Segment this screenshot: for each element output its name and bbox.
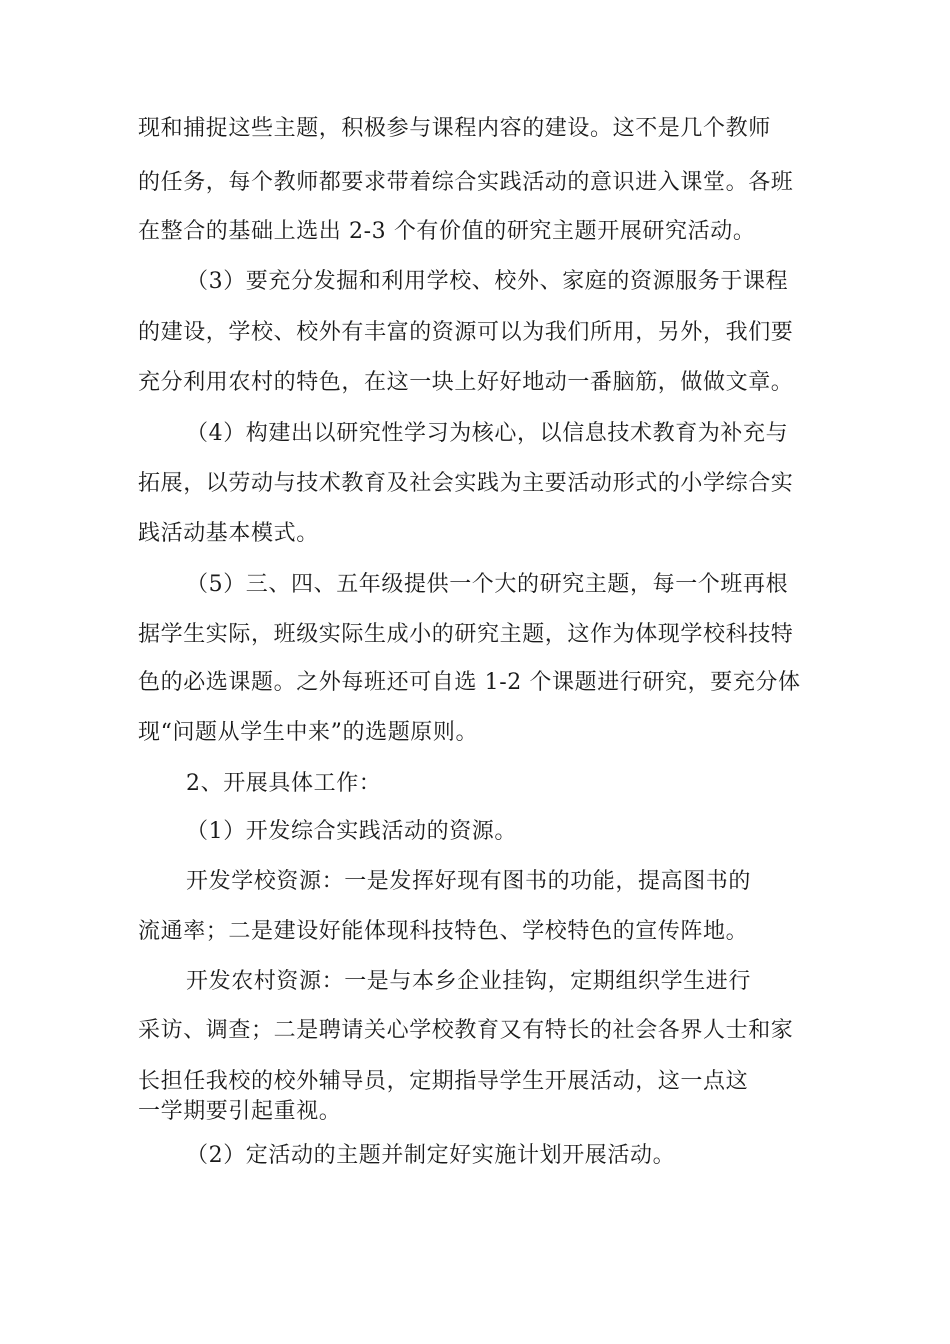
subsection-heading: （2）定活动的主题并制定好实施计划开展活动。 [186, 1143, 676, 1168]
text-line: 色的必选课题。之外每班还可自选 1-2 个课题进行研究，要充分体 [138, 670, 801, 695]
text-line: （3）要充分发掘和利用学校、校外、家庭的资源服务于课程 [186, 269, 789, 294]
text-line: 据学生实际，班级实际生成小的研究主题，这作为体现学校科技特 [138, 622, 794, 647]
text-line: （5）三、四、五年级提供一个大的研究主题，每一个班再根 [186, 572, 789, 597]
text-line: 的任务，每个教师都要求带着综合实践活动的意识进入课堂。各班 [138, 170, 794, 195]
text-line: 采访、调查；二是聘请关心学校教育又有特长的社会各界人士和家 [138, 1018, 794, 1043]
text-line: 流通率；二是建设好能体现科技特色、学校特色的宣传阵地。 [138, 919, 749, 944]
text-line: 现和捕捉这些主题，积极参与课程内容的建设。这不是几个教师 [138, 116, 771, 141]
text-line: 长担任我校的校外辅导员，定期指导学生开展活动，这一点这 [138, 1069, 749, 1094]
text-line: 践活动基本模式。 [138, 521, 319, 546]
text-line: 现“问题从学生中来”的选题原则。 [138, 720, 479, 745]
text-line: 开发学校资源：一是发挥好现有图书的功能，提高图书的 [186, 869, 752, 894]
subsection-heading: （1）开发综合实践活动的资源。 [186, 819, 517, 844]
text-line: 在整合的基础上选出 2-3 个有价值的研究主题开展研究活动。 [138, 219, 756, 244]
text-line: 充分利用农村的特色，在这一块上好好地动一番脑筋，做做文章。 [138, 370, 794, 395]
text-line: 开发农村资源：一是与本乡企业挂钩，定期组织学生进行 [186, 969, 752, 994]
text-line: 一学期要引起重视。 [138, 1099, 342, 1124]
text-line: 的建设，学校、校外有丰富的资源可以为我们所用，另外，我们要 [138, 320, 794, 345]
text-line: （4）构建出以研究性学习为核心，以信息技术教育为补充与 [186, 421, 789, 446]
section-heading: 2、开展具体工作： [186, 771, 382, 796]
text-line: 拓展，以劳动与技术教育及社会实践为主要活动形式的小学综合实 [138, 471, 794, 496]
